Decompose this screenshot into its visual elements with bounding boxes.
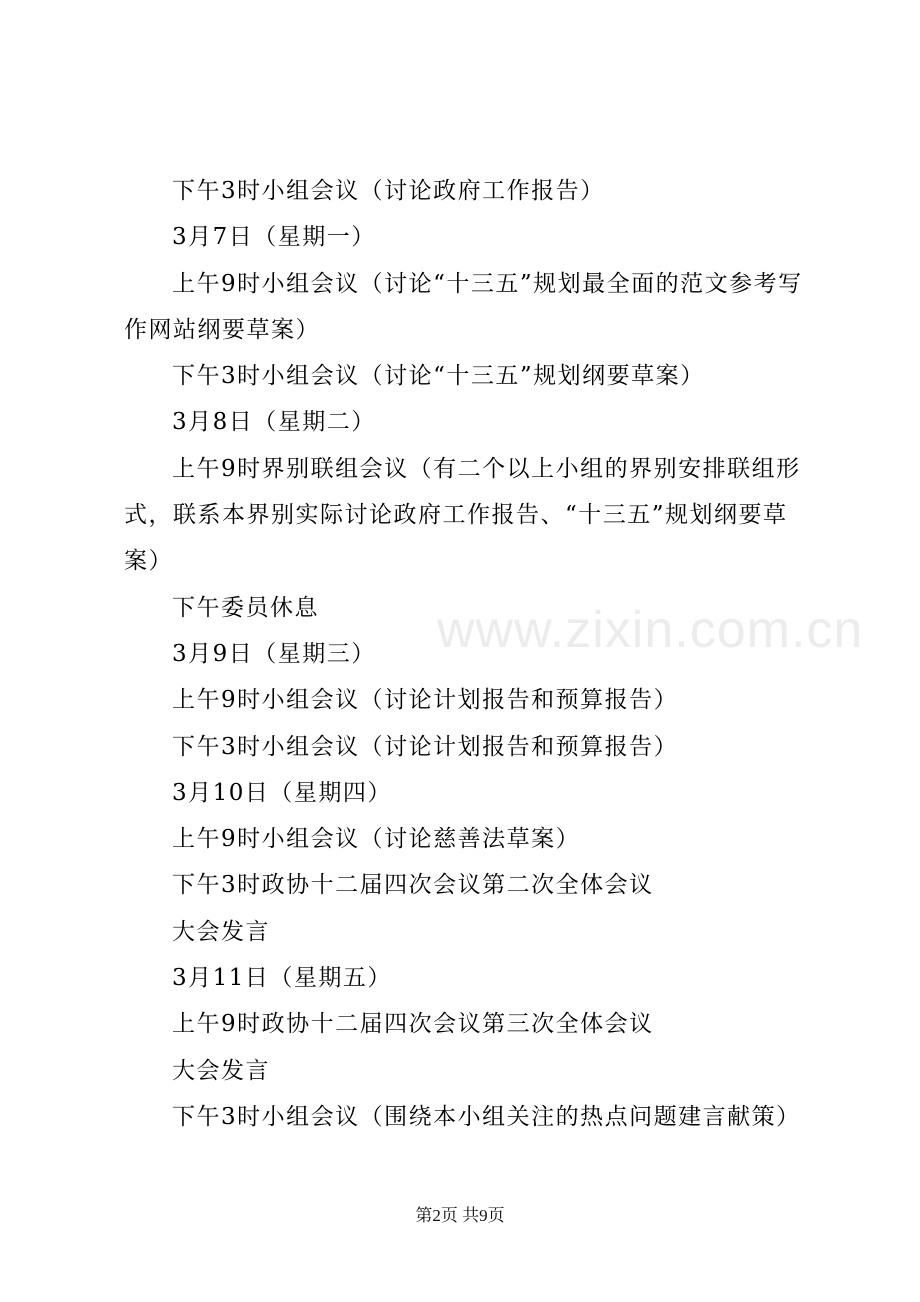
paragraph: 下午3时政协十二届四次会议第二次全体会议 [172,872,654,899]
paragraph: 3月11日（星期五） [172,965,392,992]
paragraph: 下午3时小组会议（讨论计划报告和预算报告） [172,733,679,760]
page-number-footer: 第2页 共9页 [415,1206,505,1225]
paragraph: 上午9时政协十二届四次会议第三次全体会议 [172,1011,654,1038]
paragraph: 上午9时小组会议（讨论“十三五”规划最全面的范文参考写作网站纲要草案） [124,270,803,343]
paragraph: 大会发言 [172,1057,270,1084]
paragraph: 上午9时小组会议（讨论计划报告和预算报告） [172,687,679,714]
paragraph: 上午9时界别联组会议（有二个以上小组的界别安排联组形式，联系本界别实际讨论政府工作报告、“十三五”规划纲要草案） [124,455,801,575]
paragraph: 下午3时小组会议（围绕本小组关注的热点问题建言献策） [172,1103,801,1130]
paragraph: 3月10日（星期四） [172,779,392,806]
paragraph: 3月8日（星期二） [172,409,376,436]
document-body [124,168,810,1140]
paragraph: 下午委员休息 [172,594,319,621]
paragraph: 大会发言 [172,918,270,945]
paragraph: 下午3时小组会议（讨论政府工作报告） [172,178,605,204]
paragraph: 下午3时小组会议（讨论“十三五”规划纲要草案） [172,363,705,390]
watermark: www.zixin.com.cn [437,601,864,659]
paragraph: 3月9日（星期三） [172,640,376,667]
paragraph: 3月7日（星期一） [172,224,376,251]
paragraph: 上午9时小组会议（讨论慈善法草案） [172,826,581,853]
